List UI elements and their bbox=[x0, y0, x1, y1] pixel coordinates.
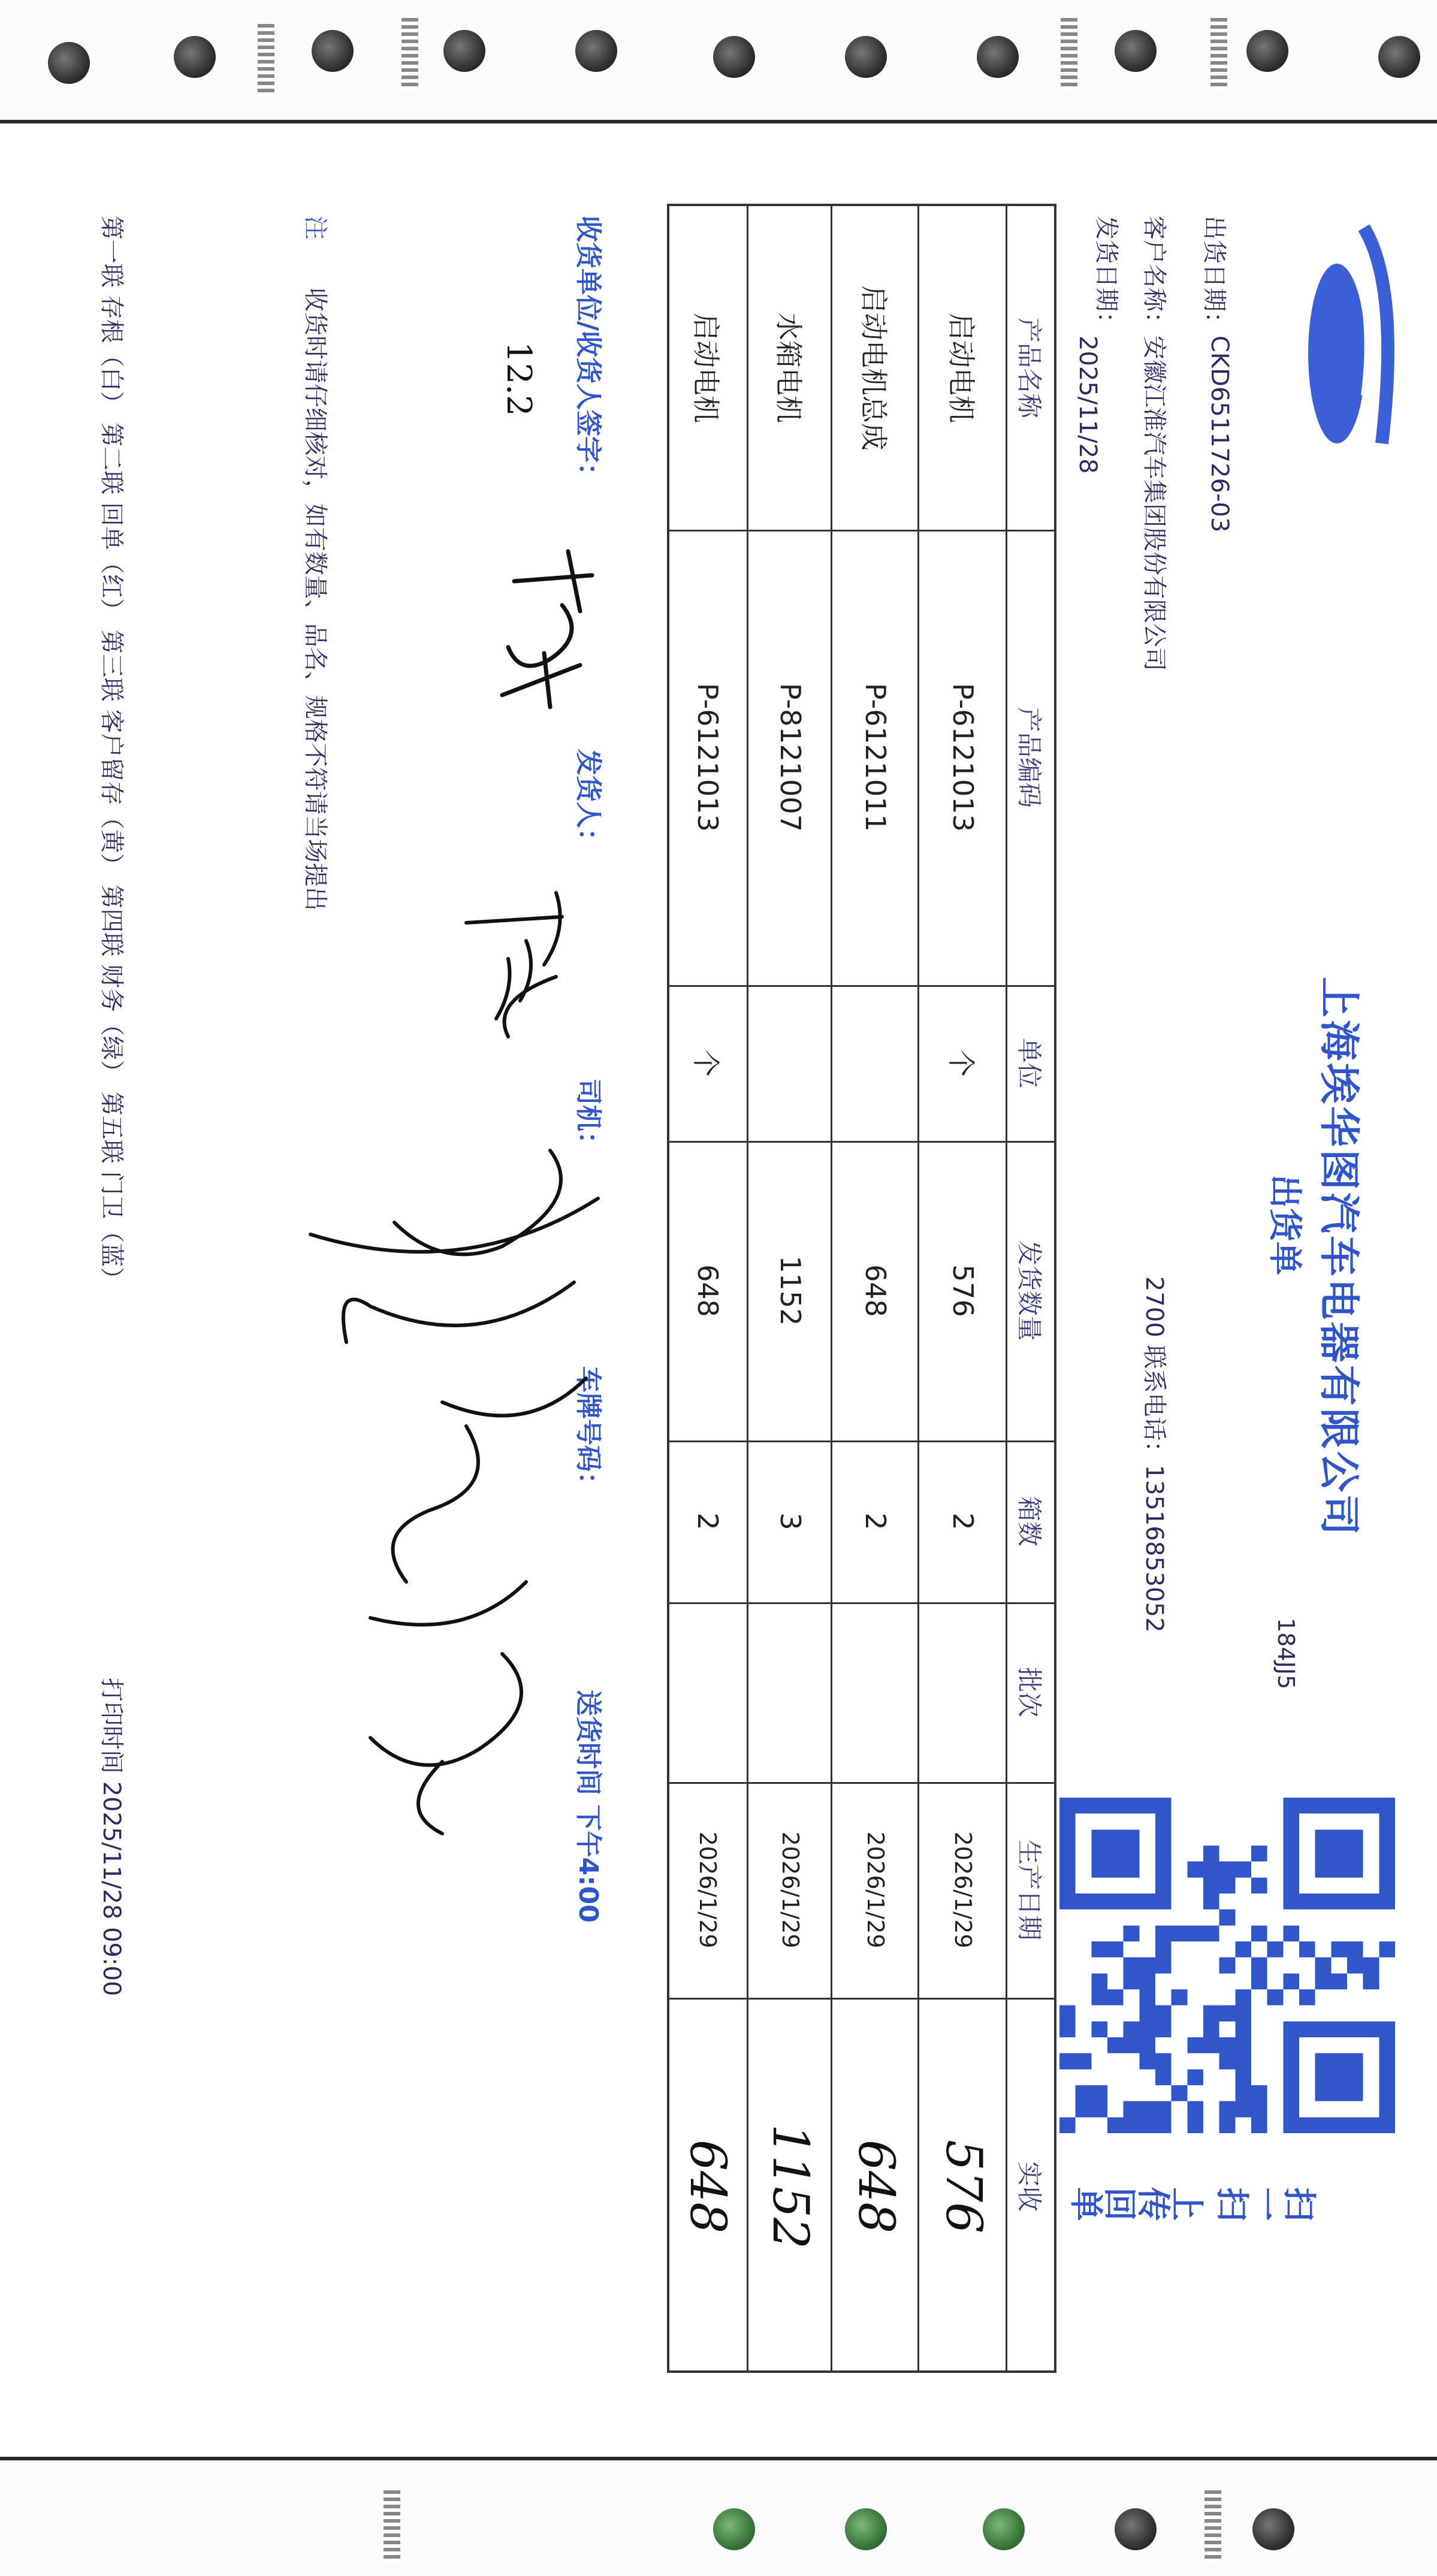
table-cell-name: 水箱电机 bbox=[772, 313, 805, 423]
table-cell-unit bbox=[832, 985, 919, 1141]
table-cell-batch bbox=[832, 1602, 919, 1782]
receiver-signature bbox=[484, 539, 604, 719]
table-cell-date: 2026/1/29 bbox=[777, 1831, 804, 1949]
shipment-table bbox=[667, 204, 1056, 2373]
table-cell-qty: 648 bbox=[692, 1264, 724, 1317]
header-ship-qty: 发货数量 bbox=[1015, 1240, 1044, 1341]
deliverer-label: 发货人： bbox=[573, 749, 603, 854]
sent-date-label: 发货日期： bbox=[1092, 216, 1120, 336]
table-cell-date: 2026/1/29 bbox=[695, 1831, 721, 1949]
table-cell-code: P-6121011 bbox=[859, 682, 892, 832]
table-cell-received: 648 bbox=[847, 2139, 904, 2234]
driver-label: 司机： bbox=[573, 1079, 603, 1158]
table-cell-unit: 个 bbox=[690, 1049, 722, 1077]
company-logo bbox=[1304, 216, 1400, 455]
remark-label: 注 bbox=[301, 216, 329, 240]
table-cell-received: 648 bbox=[679, 2139, 736, 2234]
table-cell-qty: 576 bbox=[947, 1264, 980, 1317]
table-cell-qty: 648 bbox=[859, 1264, 892, 1317]
document-title: 出货单 bbox=[1265, 1174, 1304, 1275]
table-cell-code: P-6121013 bbox=[947, 682, 980, 832]
order-value: CKD6511726-03 bbox=[1206, 336, 1233, 533]
customer-phone: 2700 联系电话：13516853052 bbox=[1140, 1276, 1168, 1633]
table-cell-code: P-8121007 bbox=[774, 682, 807, 832]
order-label: 出货日期： bbox=[1200, 216, 1228, 336]
qr-code[interactable] bbox=[1059, 1798, 1395, 2133]
plate-label: 车牌号码： bbox=[573, 1366, 603, 1498]
print-time: 打印时间 2025/11/28 09:00 bbox=[98, 1678, 125, 1997]
table-cell-date: 2026/1/29 bbox=[862, 1831, 889, 1949]
company-name: 上海埃华图汽车电器有限公司 bbox=[1315, 977, 1362, 1538]
document-number: 184JJ5 bbox=[1273, 1618, 1299, 1690]
table-cell-code: P-6121013 bbox=[692, 682, 724, 832]
copy-distribution: 第一联 存根（白） 第二联 回单（红） 第三联 客户留存（黄） 第四联 财务（绿） 第五联 门卫（蓝） bbox=[98, 216, 125, 1291]
receiver-signature-label: 收货单位/收货人签字： bbox=[573, 216, 603, 490]
table-cell-qty: 1152 bbox=[774, 1255, 807, 1326]
delivery-time: 送货时间 下午4:00 bbox=[573, 1690, 603, 1923]
table-cell-batch bbox=[748, 1602, 832, 1782]
customer-label: 客户名称： bbox=[1140, 216, 1168, 336]
header-product-name: 产品名称 bbox=[1015, 317, 1044, 418]
table-cell-received: 576 bbox=[935, 2139, 992, 2234]
receiver-sign-date: 12.2 bbox=[499, 342, 538, 416]
scan-upload-prompt: 扫一扫 上传回单 bbox=[1070, 2182, 1317, 2221]
table-cell-unit: 个 bbox=[945, 1049, 978, 1077]
table-cell-received: 1152 bbox=[762, 2124, 819, 2249]
header-production-date: 生产日期 bbox=[1015, 1839, 1044, 1940]
header-received: 实收 bbox=[1015, 2161, 1044, 2212]
table-cell-name: 启动电机 bbox=[690, 313, 722, 423]
table-cell-boxes: 2 bbox=[947, 1512, 980, 1530]
header-boxes: 箱数 bbox=[1015, 1496, 1044, 1547]
deliverer-signature bbox=[448, 881, 580, 1061]
sent-date-value: 2025/11/28 bbox=[1074, 336, 1101, 474]
remark-text: 收货时请仔细核对，如有数量、品名、规格不符请当场提出 bbox=[301, 288, 329, 911]
table-cell-boxes: 2 bbox=[692, 1512, 724, 1530]
table-cell-boxes: 2 bbox=[859, 1512, 892, 1530]
table-cell-date: 2026/1/29 bbox=[950, 1831, 977, 1949]
table-cell-name: 启动电机 bbox=[945, 313, 978, 423]
table-cell-name: 启动电机总成 bbox=[858, 285, 890, 451]
header-batch: 批次 bbox=[1015, 1666, 1044, 1717]
table-cell-boxes: 3 bbox=[774, 1512, 807, 1530]
customer-value: 安徽江淮汽车集团股份有限公司 bbox=[1140, 336, 1168, 671]
driver-signature bbox=[262, 1127, 622, 1846]
table-cell-batch bbox=[667, 1602, 748, 1782]
table-cell-unit bbox=[748, 985, 832, 1141]
header-product-code: 产品编码 bbox=[1015, 706, 1044, 808]
header-unit: 单位 bbox=[1015, 1037, 1044, 1088]
table-cell-batch bbox=[919, 1602, 1007, 1782]
